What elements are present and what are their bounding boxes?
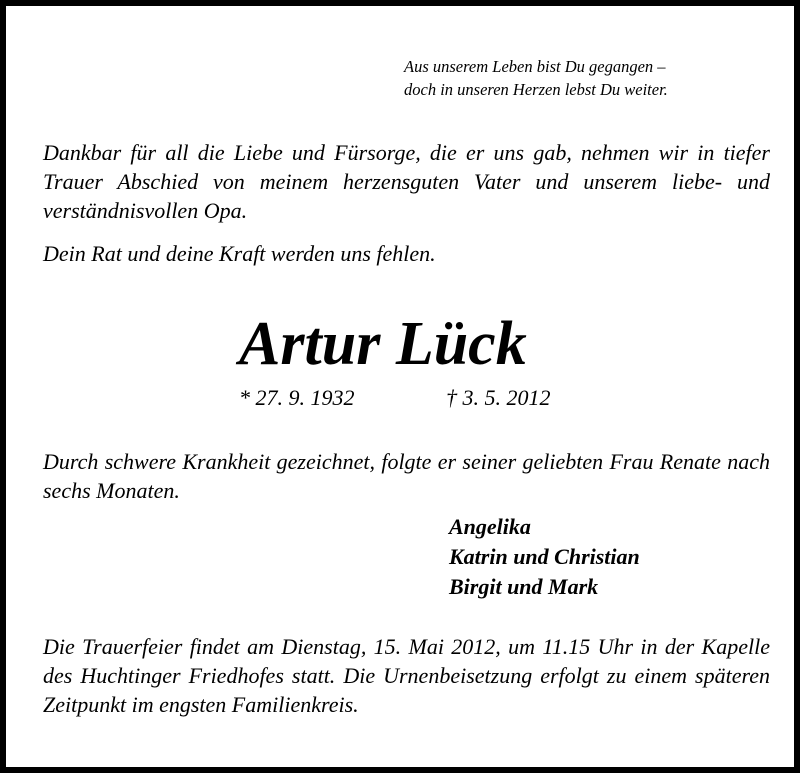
ceremony-paragraph: Die Trauerfeier findet am Dienstag, 15. Mai 2012, um 11.15 Uhr in der Kapelle des Huchtinger Friedhofes statt. Die Urnenbeisetzung erfolgt zu einem späteren Zeitpunkt im engsten Familienkreis.: [43, 634, 770, 717]
illness-paragraph: Durch schwere Krankheit gezeichnet, folgte er seiner geliebten Frau Renate nach sechs Monaten.: [43, 449, 770, 503]
motto-line: Aus unserem Leben bist Du gegangen –: [404, 57, 666, 76]
mourner-name: Katrin und Christian: [449, 544, 640, 569]
mourner-name: Birgit und Mark: [449, 574, 599, 599]
intro-closing: Dein Rat und deine Kraft werden uns fehlen.: [43, 241, 436, 266]
motto-quote: [404, 55, 776, 101]
mourners-list: [449, 512, 779, 602]
intro-paragraph: Dankbar für all die Liebe und Fürsorge, die er uns gab, nehmen wir in tiefer Trauer Abschied von meinem herzensguten Vater und unserem liebe- und verständnisvollen Opa.: [43, 140, 770, 223]
death-date: † 3. 5. 2012: [446, 385, 551, 410]
mourner-name: Angelika: [449, 514, 531, 539]
birth-date: * 27. 9. 1932: [239, 385, 355, 410]
deceased-name: Artur Lück: [239, 310, 527, 378]
motto-line: doch in unseren Herzen lebst Du weiter.: [404, 80, 668, 99]
